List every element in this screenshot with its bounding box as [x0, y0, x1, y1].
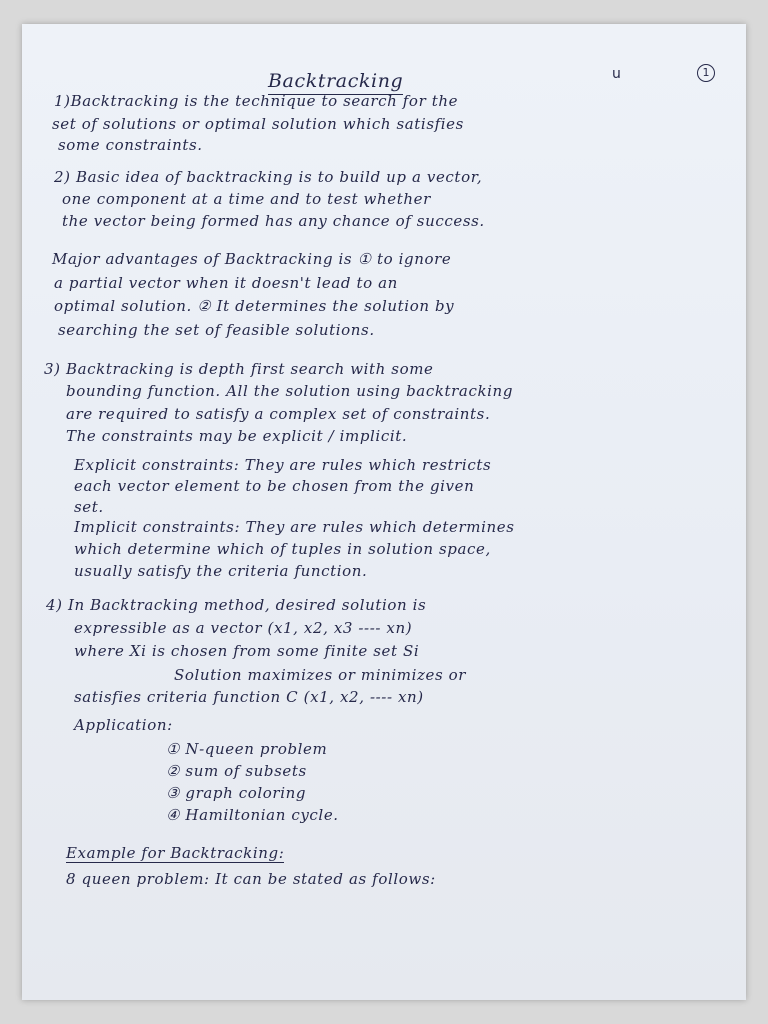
- text-line: usually satisfy the criteria function.: [74, 562, 368, 580]
- text-line: 2) Basic idea of backtracking is to build up a vector,: [54, 168, 483, 186]
- text-line: the vector being formed has any chance of success.: [62, 212, 485, 230]
- notebook-page: [22, 24, 746, 1000]
- text-line: one component at a time and to test whether: [62, 190, 431, 208]
- text-line: a partial vector when it doesn't lead to an: [54, 274, 398, 292]
- text-line: are required to satisfy a complex set of constraints.: [66, 405, 491, 423]
- list-item: ③ graph coloring: [166, 784, 307, 802]
- text-line: some constraints.: [58, 136, 203, 154]
- page-title: Backtracking: [268, 70, 403, 95]
- list-item: ④ Hamiltonian cycle.: [166, 806, 339, 824]
- text-line: satisfies criteria function C (x1, x2, ---- xn): [74, 688, 424, 706]
- corner-mark: u: [612, 66, 621, 82]
- text-line: optimal solution. ② It determines the solution by: [54, 297, 455, 315]
- list-item: ① N-queen problem: [166, 740, 328, 758]
- text-line: set.: [74, 498, 104, 516]
- text-line: Implicit constraints: They are rules which determines: [74, 518, 515, 536]
- section-heading-example: Example for Backtracking:: [66, 844, 285, 862]
- text-line: The constraints may be explicit / implicit.: [66, 427, 408, 445]
- text-line: 8 queen problem: It can be stated as follows:: [66, 870, 436, 888]
- text-line: expressible as a vector (x1, x2, x3 ---- xn): [74, 619, 413, 637]
- list-item: ② sum of subsets: [166, 762, 307, 780]
- text-line: Explicit constraints: They are rules which restricts: [74, 456, 492, 474]
- text-line: Solution maximizes or minimizes or: [174, 666, 467, 684]
- text-line: where Xi is chosen from some finite set Si: [74, 642, 420, 660]
- text-line: Major advantages of Backtracking is ① to ignore: [52, 250, 452, 268]
- text-line: 4) In Backtracking method, desired solution is: [46, 596, 427, 614]
- text-line: set of solutions or optimal solution which satisfies: [52, 115, 464, 133]
- section-heading-application: Application:: [74, 716, 173, 734]
- page-number-circle: 1: [697, 64, 715, 82]
- text-line: each vector element to be chosen from the given: [74, 477, 475, 495]
- text-line: 1)Backtracking is the technique to search for the: [54, 92, 459, 110]
- text-line: searching the set of feasible solutions.: [58, 321, 375, 339]
- text-line: which determine which of tuples in solution space,: [74, 540, 491, 558]
- text-line: bounding function. All the solution using backtracking: [66, 382, 514, 400]
- text-line: 3) Backtracking is depth first search with some: [44, 360, 434, 378]
